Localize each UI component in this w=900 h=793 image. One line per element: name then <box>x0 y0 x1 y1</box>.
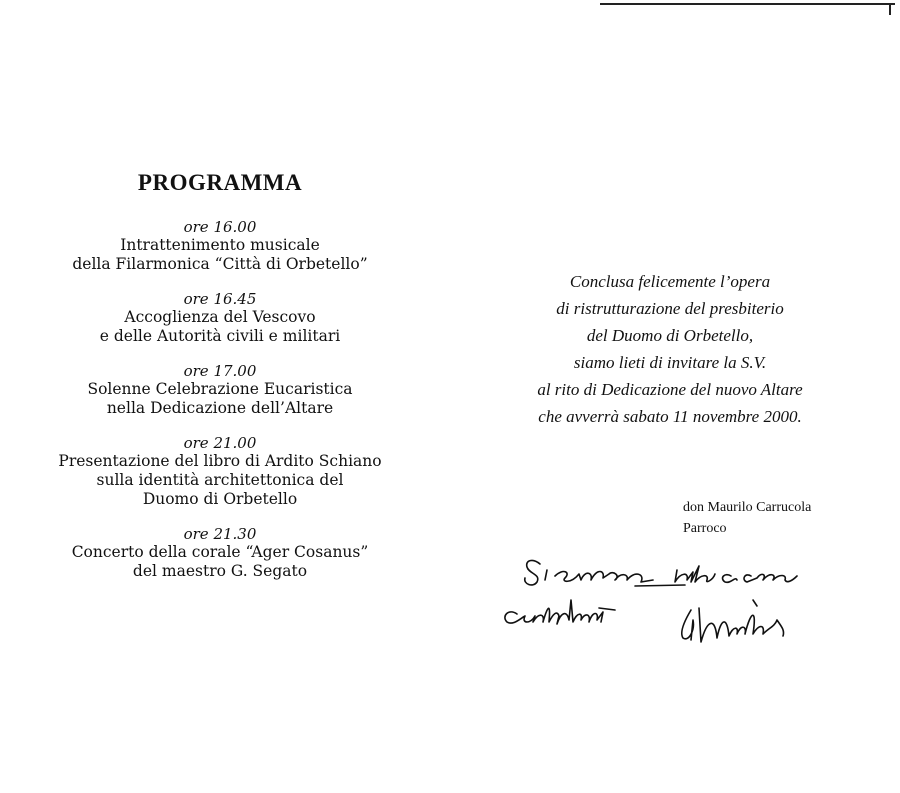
programme-title: PROGRAMMA <box>137 170 303 195</box>
invitation-line: siamo lieti di invitare la S.V. <box>573 353 767 372</box>
event-description: Solenne Celebrazione Eucaristica <box>87 380 353 398</box>
invitation-line: Conclusa felicemente l’opera <box>569 272 771 291</box>
event-2 <box>40 290 400 346</box>
event-time: ore 21.30 <box>183 525 257 543</box>
invitation-line: del Duomo di Orbetello, <box>586 326 754 345</box>
invitation-line: di ristrutturazione del presbiterio <box>556 299 784 318</box>
invitation-line: al rito di Dedicazione del nuovo Altare <box>537 380 803 399</box>
event-description: Accoglienza del Vescovo <box>124 308 316 326</box>
invitation-text <box>490 268 850 430</box>
event-time: ore 16.45 <box>183 290 257 308</box>
event-3 <box>40 362 400 418</box>
programme-column <box>40 170 400 597</box>
event-description: della Filarmonica “Città di Orbetello” <box>72 255 368 273</box>
event-1 <box>40 218 400 274</box>
signatory-role: Parroco <box>683 521 727 536</box>
event-description: Duomo di Orbetello <box>142 490 298 508</box>
event-5 <box>40 525 400 581</box>
event-4 <box>40 434 400 509</box>
top-border-line <box>600 3 895 5</box>
event-description: sulla identità architettonica del <box>96 471 344 489</box>
event-time: ore 16.00 <box>183 218 257 236</box>
event-description: Concerto della corale “Ager Cosanus” <box>71 543 369 561</box>
event-time: ore 21.00 <box>183 434 257 452</box>
event-description: del maestro G. Segato <box>132 562 308 580</box>
event-time: ore 17.00 <box>183 362 257 380</box>
handwritten-note <box>495 550 825 660</box>
signature-block <box>683 497 811 539</box>
event-description: Presentazione del libro di Ardito Schiano <box>58 452 382 470</box>
event-description: Intrattenimento musicale <box>120 236 320 254</box>
signatory-name: don Maurilo Carrucola <box>683 500 812 515</box>
top-corner-mark <box>889 3 891 15</box>
invitation-line: che avverrà sabato 11 novembre 2000. <box>538 407 802 426</box>
event-description: nella Dedicazione dell’Altare <box>106 399 334 417</box>
event-description: e delle Autorità civili e militari <box>99 327 341 345</box>
